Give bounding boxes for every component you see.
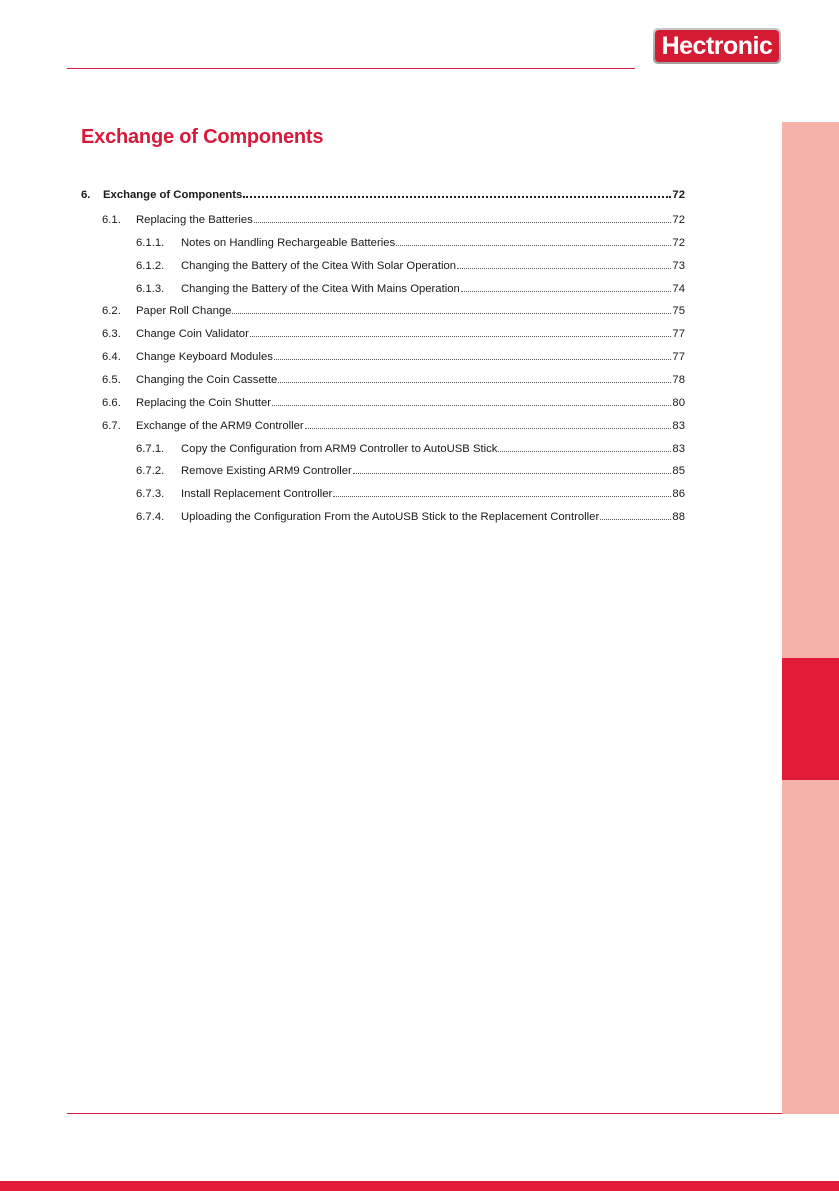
toc-entry-number: 6.7.3. — [136, 488, 165, 500]
toc-leader-dots — [600, 519, 671, 520]
toc-entry-page: 85 — [672, 465, 685, 477]
toc-entry-page: 72 — [672, 189, 685, 201]
footer-rule — [67, 1113, 782, 1114]
toc-entry[interactable] — [136, 259, 685, 273]
toc-entry-page: 74 — [672, 283, 685, 295]
toc-entry-title: Remove Existing ARM9 Controller — [181, 465, 352, 477]
toc-entry[interactable] — [102, 213, 685, 227]
page-title: Exchange of Components — [81, 126, 324, 148]
toc-entry-page: 86 — [672, 488, 685, 500]
toc-entry-page: 88 — [672, 511, 685, 523]
toc-entry-page: 75 — [672, 305, 685, 317]
toc-entry-title: Changing the Coin Cassette — [136, 374, 278, 386]
toc-entry-number: 6.3. — [102, 328, 121, 340]
toc-leader-dots — [254, 222, 672, 223]
toc-entry-title: Copy the Configuration from ARM9 Controller to AutoUSB Stick — [181, 443, 498, 455]
toc-entry-number: 6.7. — [102, 420, 121, 432]
toc-entry[interactable] — [136, 442, 685, 456]
footer-band — [0, 1181, 839, 1191]
toc-leader-dots — [250, 336, 672, 337]
chapter-tab-active — [782, 658, 839, 780]
toc-entry-page: 73 — [672, 260, 685, 272]
toc-entry[interactable] — [102, 304, 685, 318]
toc-entry[interactable] — [136, 510, 685, 524]
toc-leader-dots — [333, 496, 671, 497]
toc-entry[interactable] — [102, 350, 685, 364]
toc-entry-number: 6.4. — [102, 351, 121, 363]
toc-entry[interactable] — [136, 487, 685, 501]
toc-entry-page: 77 — [672, 328, 685, 340]
toc-entry-page: 80 — [672, 397, 685, 409]
toc-leader-dots — [461, 291, 672, 292]
toc-entry-number: 6.7.1. — [136, 443, 165, 455]
toc-entry-title: Paper Roll Change — [136, 305, 232, 317]
toc-leader-dots — [353, 473, 672, 474]
toc-entry-title: Changing the Battery of the Citea With Solar Operation — [181, 260, 457, 272]
toc-entry-page: 83 — [672, 420, 685, 432]
toc-entry-number: 6.2. — [102, 305, 121, 317]
toc-leader-dots — [396, 245, 671, 246]
toc-entry-title: Change Keyboard Modules — [136, 351, 273, 363]
toc-entry-number: 6.1.2. — [136, 260, 165, 272]
toc-leader-dots — [232, 313, 671, 314]
toc-entry-number: 6.7.4. — [136, 511, 165, 523]
toc-entry-title: Notes on Handling Rechargeable Batteries — [181, 237, 396, 249]
toc-entry-title: Replacing the Coin Shutter — [136, 397, 272, 409]
chapter-tab-upper — [782, 122, 839, 658]
toc-entry-page: 83 — [672, 443, 685, 455]
toc-entry-number: 6.1. — [102, 214, 121, 226]
toc-entry-title: Replacing the Batteries — [136, 214, 253, 226]
toc-entry-page: 77 — [672, 351, 685, 363]
toc-entry[interactable] — [102, 396, 685, 410]
toc-entry[interactable] — [136, 282, 685, 296]
toc-entry-title: Uploading the Configuration From the AutoUSB Stick to the Replacement Controller — [181, 511, 600, 523]
logo-text-hec: Hec — [661, 31, 706, 60]
toc-entry-number: 6.6. — [102, 397, 121, 409]
hectronic-logo — [653, 28, 781, 64]
toc-leader-dots — [274, 359, 672, 360]
toc-entry[interactable] — [81, 188, 685, 202]
toc-entry-number: 6.1.3. — [136, 283, 165, 295]
toc-entry-page: 72 — [672, 214, 685, 226]
toc-leader-dots — [305, 428, 672, 429]
toc-entry-title: Exchange of Components — [103, 189, 243, 201]
toc-entry[interactable] — [102, 327, 685, 341]
toc-entry-title: Change Coin Validator — [136, 328, 249, 340]
toc-entry[interactable] — [102, 373, 685, 387]
toc-leader-dots — [457, 268, 671, 269]
toc-entry-title: Changing the Battery of the Citea With Mains Operation — [181, 283, 460, 295]
toc-leader-dots — [498, 451, 671, 452]
toc-entry[interactable] — [136, 236, 685, 250]
toc-entry-title: Install Replacement Controller — [181, 488, 333, 500]
toc-entry-page: 78 — [672, 374, 685, 386]
toc-entry-number: 6.7.2. — [136, 465, 165, 477]
toc-entry[interactable] — [102, 419, 685, 433]
toc-entry-number: 6. — [81, 189, 91, 201]
toc-leader-dots — [278, 382, 671, 383]
toc-entry-number: 6.5. — [102, 374, 121, 386]
toc-entry-title: Exchange of the ARM9 Controller — [136, 420, 304, 432]
toc-leader-dots — [243, 196, 671, 198]
toc-entry-page: 72 — [672, 237, 685, 249]
toc-entry[interactable] — [136, 464, 685, 478]
chapter-tab-lower — [782, 780, 839, 1114]
logo-text-tronic: tronic — [705, 31, 773, 60]
header-rule — [67, 68, 635, 69]
toc-entry-number: 6.1.1. — [136, 237, 165, 249]
toc-leader-dots — [272, 405, 671, 406]
